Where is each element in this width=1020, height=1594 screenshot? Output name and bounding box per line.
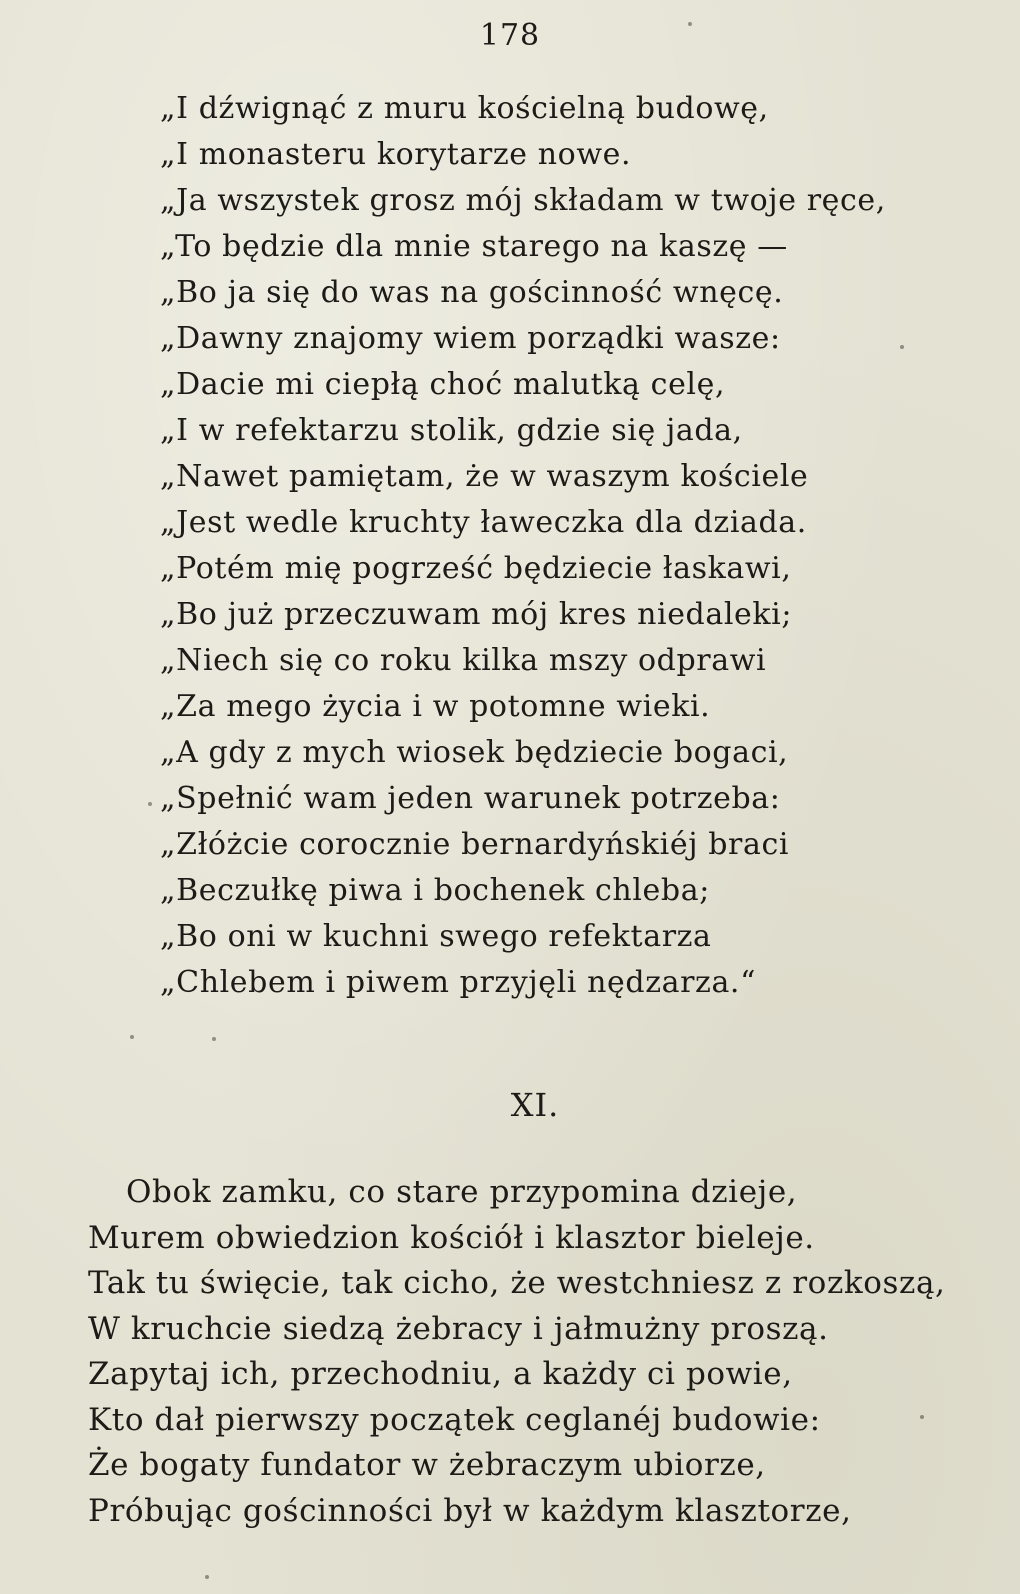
page-number: 178 — [479, 18, 541, 53]
verse-line: „Ja wszystek grosz mój składam w twoje ręce, — [160, 183, 886, 218]
verse-line: „Niech się co roku kilka mszy odprawi — [160, 643, 767, 678]
verse-line: „I dźwignąć z muru kościelną budowę, — [160, 91, 769, 126]
poem-stanza-continued — [160, 86, 886, 1006]
verse-line: „Bo oni w kuchni swego refektarza — [160, 919, 712, 954]
verse-line: W kruchcie siedzą żebracy i jałmużny proszą. — [88, 1310, 829, 1347]
verse-line: „Jest wedle kruchty ławeczka dla dziada. — [160, 505, 807, 540]
verse-line: „Dacie mi ciepłą choć malutką celę, — [160, 367, 726, 402]
verse-line: „Dawny znajomy wiem porządki wasze: — [160, 321, 781, 356]
paper-speck — [212, 1037, 216, 1041]
verse-line: „Beczułkę piwa i bochenek chleba; — [160, 873, 710, 908]
verse-line: Obok zamku, co stare przypomina dzieje, — [126, 1174, 798, 1210]
verse-line: Próbując gościnności był w każdym klasztorze, — [88, 1492, 852, 1529]
paper-speck — [148, 802, 152, 806]
section-heading: XI. — [510, 1086, 560, 1124]
verse-line: „Nawet pamiętam, że w waszym kościele — [160, 459, 809, 494]
verse-line: „Chlebem i piwem przyjęli nędzarza.“ — [160, 965, 757, 1000]
verse-line: „Za mego życia i w potomne wieki. — [160, 689, 711, 724]
verse-line: „I monasteru korytarze nowe. — [160, 137, 632, 172]
verse-line: „Spełnić wam jeden warunek potrzeba: — [160, 781, 781, 816]
verse-line: „Potém mię pogrześć będziecie łaskawi, — [160, 551, 792, 586]
verse-line: „A gdy z mych wiosek będziecie bogaci, — [160, 735, 789, 770]
verse-line: „I w refektarzu stolik, gdzie się jada, — [160, 413, 743, 448]
paper-speck — [920, 1415, 924, 1419]
paper-speck — [688, 22, 692, 26]
paper-speck — [900, 345, 904, 349]
paper-speck — [205, 1575, 209, 1579]
verse-line: Tak tu święcie, tak cicho, że westchniesz z rozkoszą, — [88, 1265, 946, 1301]
verse-line: Zapytaj ich, przechodniu, a każdy ci powie, — [88, 1356, 793, 1392]
verse-line: Że bogaty fundator w żebraczym ubiorze, — [88, 1447, 766, 1483]
verse-line: „Złóżcie corocznie bernardyńskiéj braci — [160, 827, 790, 862]
verse-line: Kto dał pierwszy początek ceglanéj budowie: — [88, 1401, 821, 1438]
verse-line: „Bo już przeczuwam mój kres niedaleki; — [160, 597, 793, 632]
verse-line: „To będzie dla mnie starego na kaszę — — [160, 229, 788, 264]
poem-stanza-section-xi — [88, 1170, 946, 1534]
verse-line: „Bo ja się do was na gościnność wnęcę. — [160, 275, 784, 310]
verse-line: Murem obwiedzion kościół i klasztor bieleje. — [88, 1219, 815, 1256]
paper-speck — [130, 1035, 134, 1039]
